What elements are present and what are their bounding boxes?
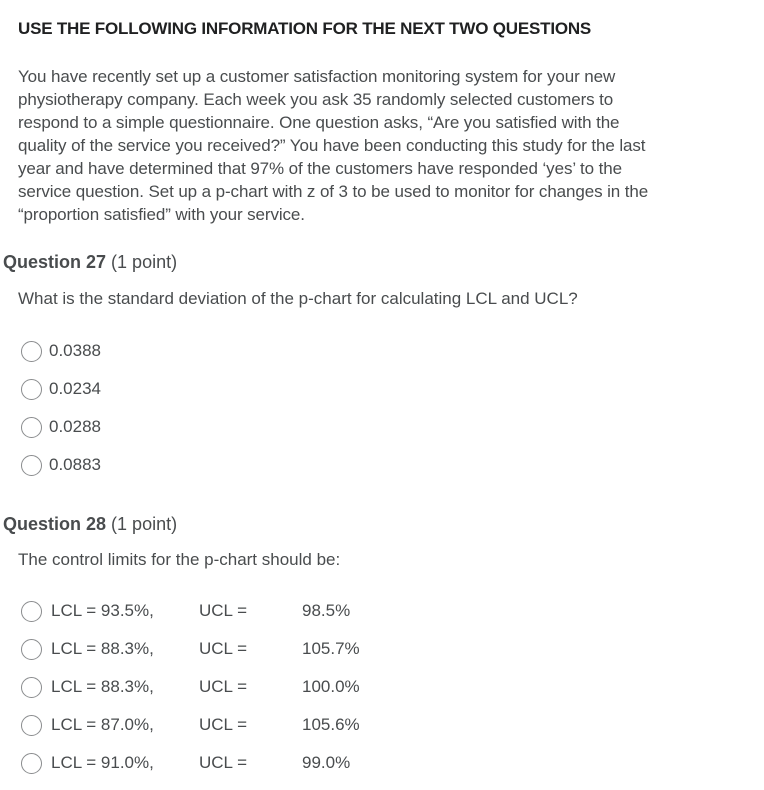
ucl-label: UCL =: [199, 639, 248, 658]
question-28-heading: [3, 514, 177, 535]
radio-button[interactable]: [21, 341, 42, 362]
question-28-points: (1 point): [111, 514, 178, 534]
lcl-value: LCL = 88.3%,: [51, 677, 154, 696]
scenario-line: physiotherapy company. Each week you ask 35 randomly selected customers to: [18, 90, 614, 109]
option-label: 0.0388: [49, 341, 101, 360]
question-28-option-5[interactable]: [21, 750, 381, 776]
option-label: 0.0883: [49, 455, 101, 474]
ucl-label: UCL =: [199, 677, 248, 696]
scenario-line: You have recently set up a customer satisfaction monitoring system for your new: [18, 67, 616, 86]
scenario-text: [18, 65, 748, 226]
radio-button[interactable]: [21, 417, 42, 438]
question-27-prompt: What is the standard deviation of the p-chart for calculating LCL and UCL?: [18, 289, 578, 308]
lcl-value: LCL = 88.3%,: [51, 639, 154, 658]
radio-button[interactable]: [21, 601, 42, 622]
lcl-value: LCL = 87.0%,: [51, 715, 154, 734]
question-28-option-1[interactable]: [21, 598, 381, 624]
ucl-value: 99.0%: [302, 753, 351, 772]
question-28-title: Question 28: [3, 514, 107, 534]
ucl-value: 105.6%: [302, 715, 360, 734]
radio-button[interactable]: [21, 753, 42, 774]
instructions-heading: USE THE FOLLOWING INFORMATION FOR THE NEXT TWO QUESTIONS: [18, 19, 592, 38]
question-27-option-4[interactable]: [21, 452, 101, 478]
lcl-value: LCL = 91.0%,: [51, 753, 154, 772]
option-label: 0.0288: [49, 417, 101, 436]
radio-button[interactable]: [21, 455, 42, 476]
option-label: 0.0234: [49, 379, 101, 398]
lcl-value: LCL = 93.5%,: [51, 601, 154, 620]
scenario-line: year and have determined that 97% of the customers have responded ‘yes’ to the: [18, 159, 622, 178]
question-27-option-1[interactable]: [21, 338, 101, 364]
ucl-label: UCL =: [199, 753, 248, 772]
scenario-line: quality of the service you received?” You have been conducting this study for the last: [18, 136, 646, 155]
question-28-option-2[interactable]: [21, 636, 381, 662]
scenario-line: “proportion satisfied” with your service.: [18, 205, 305, 224]
radio-button[interactable]: [21, 715, 42, 736]
ucl-value: 100.0%: [302, 677, 360, 696]
question-28-option-3[interactable]: [21, 674, 381, 700]
question-28-option-4[interactable]: [21, 712, 381, 738]
question-27-points: (1 point): [111, 252, 178, 272]
question-27-option-2[interactable]: [21, 376, 101, 402]
scenario-line: service question. Set up a p-chart with z of 3 to be used to monitor for changes in the: [18, 182, 649, 201]
ucl-label: UCL =: [199, 715, 248, 734]
radio-button[interactable]: [21, 639, 42, 660]
question-27-option-3[interactable]: [21, 414, 101, 440]
question-28-prompt: The control limits for the p-chart should be:: [18, 550, 341, 569]
radio-button[interactable]: [21, 379, 42, 400]
question-27-title: Question 27: [3, 252, 107, 272]
scenario-line: respond to a simple questionnaire. One question asks, “Are you satisfied with the: [18, 113, 620, 132]
ucl-value: 105.7%: [302, 639, 360, 658]
ucl-value: 98.5%: [302, 601, 351, 620]
question-27-heading: [3, 252, 177, 273]
ucl-label: UCL =: [199, 601, 248, 620]
radio-button[interactable]: [21, 677, 42, 698]
